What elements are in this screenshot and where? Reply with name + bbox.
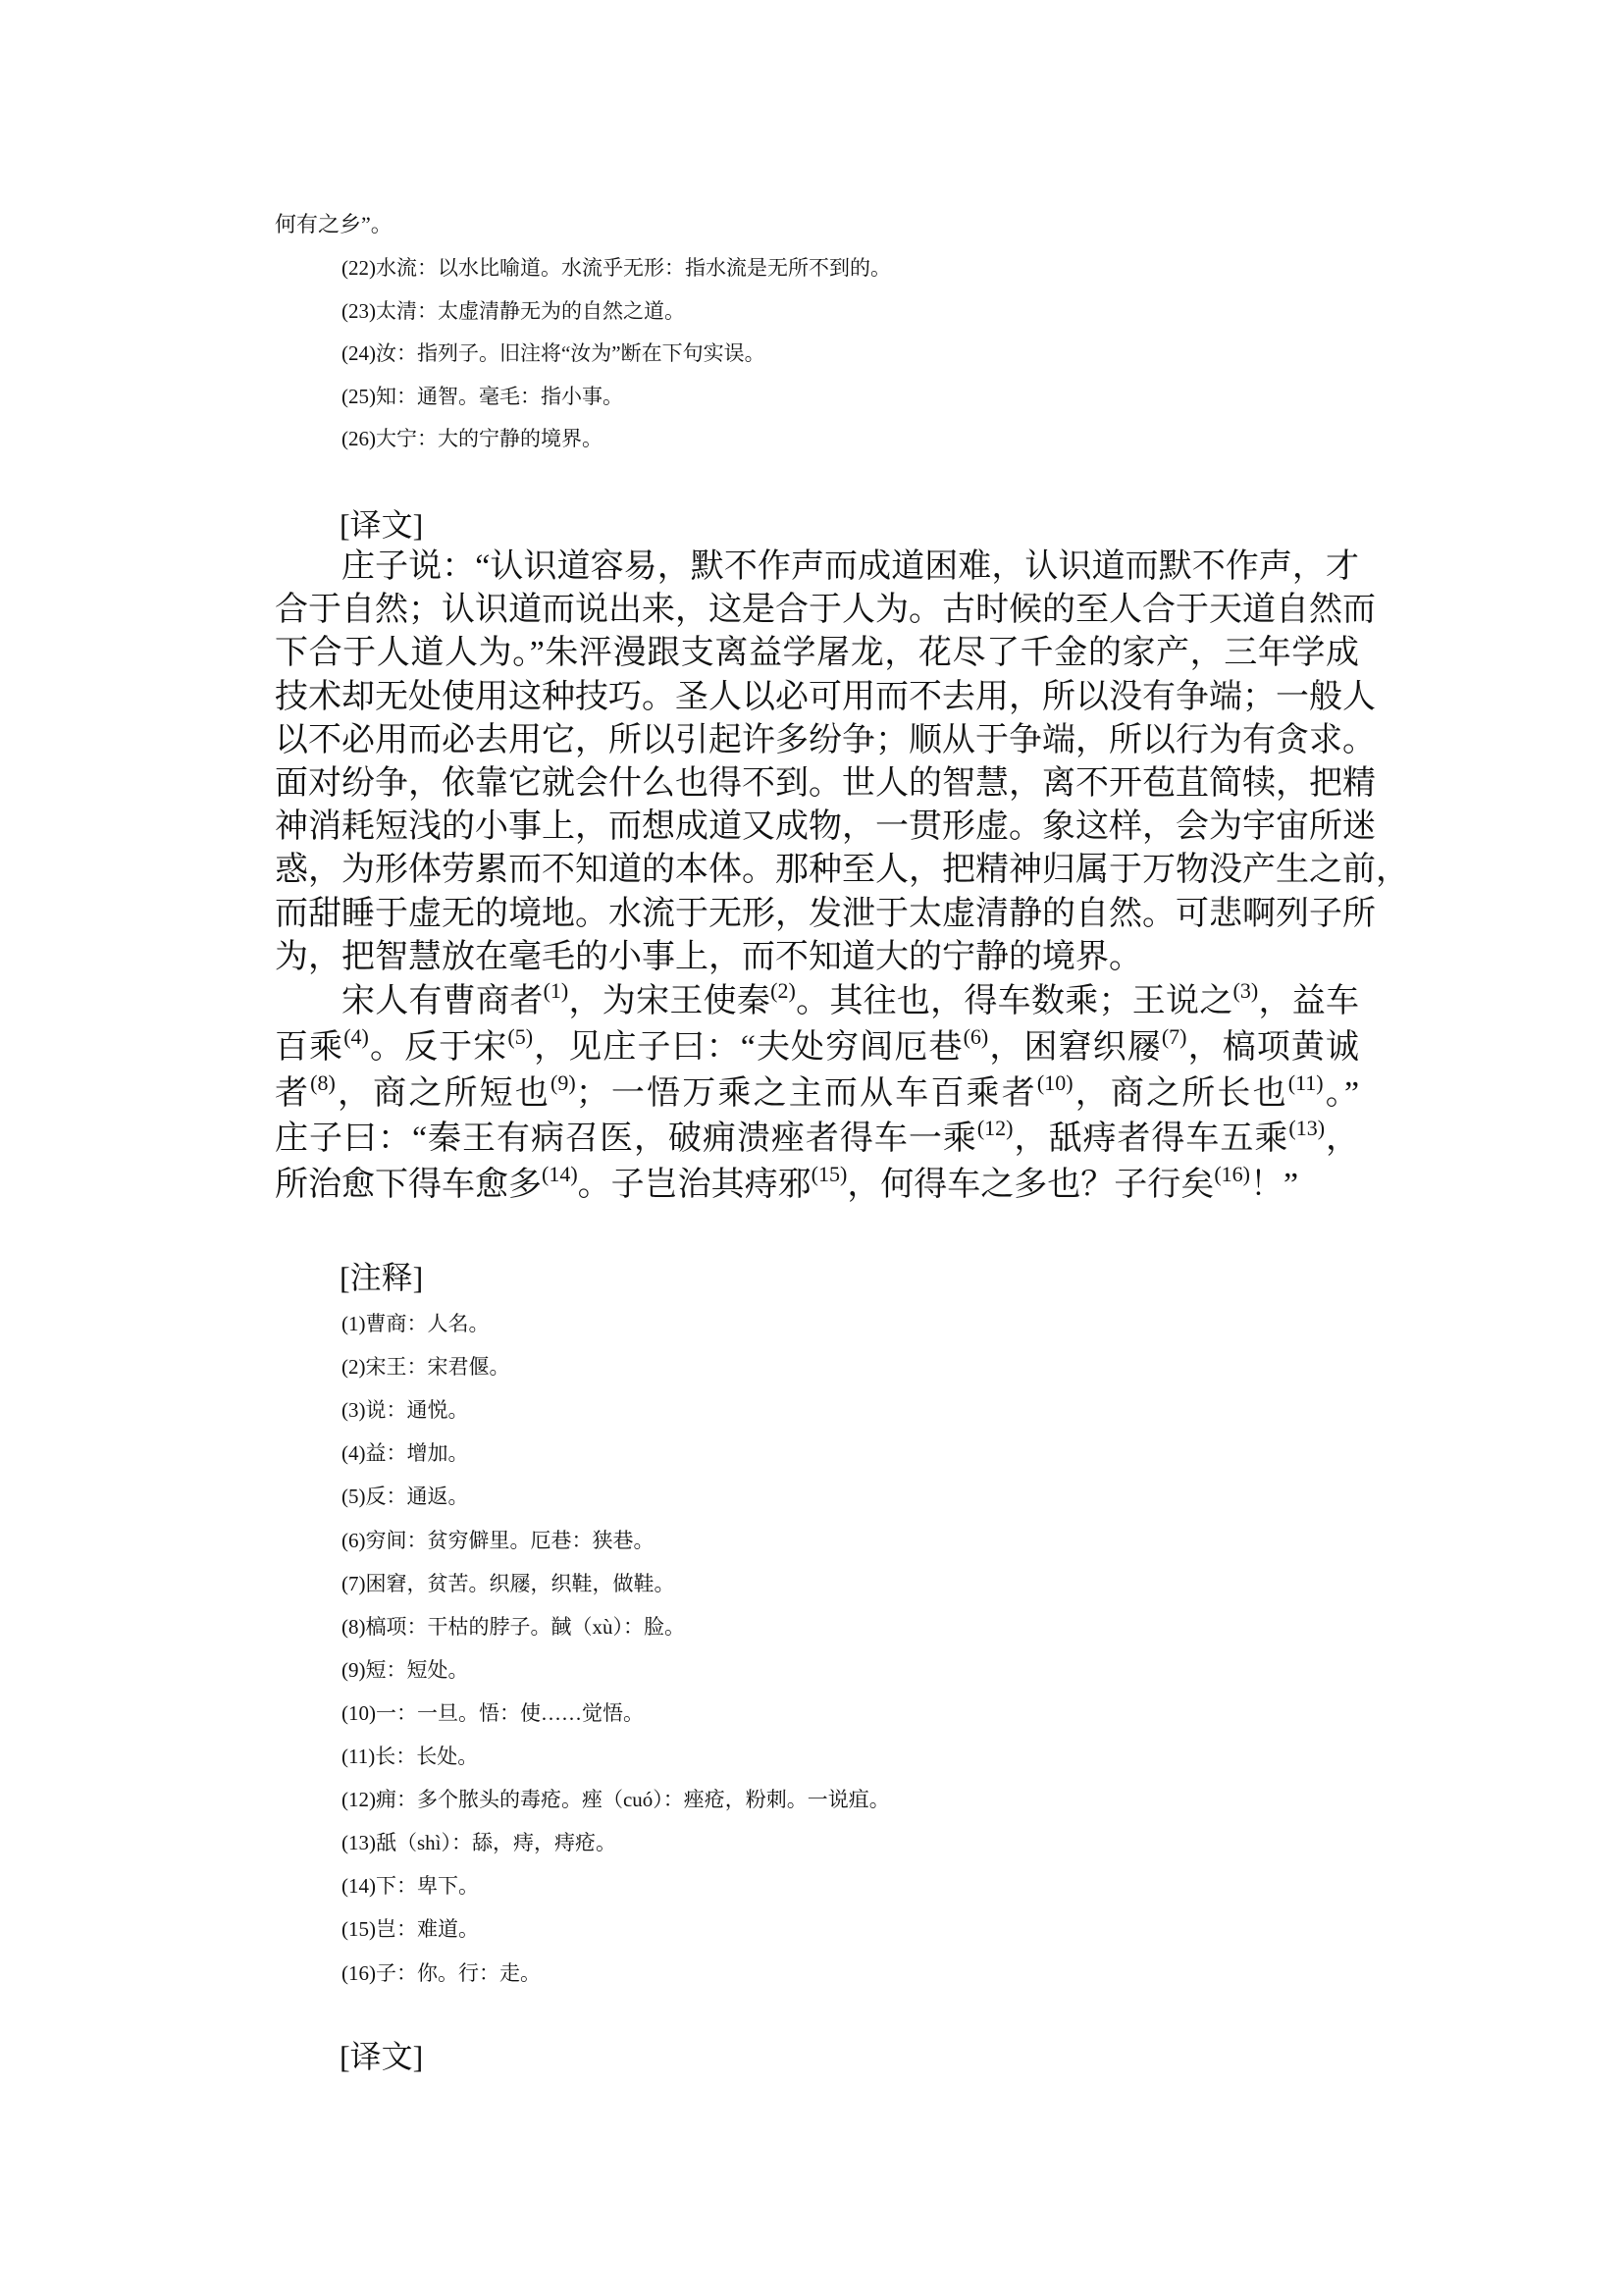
paragraph-line: 而甜睡于虚无的境地。水流于无形，发泄于太虚清静的自然。可悲啊列子所	[275, 895, 1376, 932]
text-run: 庄子曰：“秦王有病召医，破痈溃痤者得车一乘	[275, 1121, 977, 1158]
paragraph-line: 为，把智慧放在毫毛的小事上，而不知道大的宁静的境界。	[275, 938, 1142, 975]
note-item: (16)子：你。行：走。	[341, 1960, 541, 1985]
paragraph-line: 技术却无处使用这种技巧。圣人以必可用而不去用，所以没有争端；一般人	[275, 678, 1376, 715]
footnote-ref: (6)	[963, 1023, 989, 1049]
note-item: (25)知：通智。毫毛：指小事。	[341, 384, 623, 408]
footnote-ref: (3)	[1232, 978, 1259, 1003]
footnote-ref: (16)	[1214, 1162, 1250, 1187]
paragraph-line: 合于自然；认识道而说出来，这是合于人为。古时候的至人合于天道自然而	[275, 592, 1376, 629]
paragraph-line: 惑，为形体劳累而不知道的本体。那种至人，把精神归属于万物没产生之前，	[275, 852, 1409, 889]
paragraph-line	[275, 1023, 1360, 1069]
text-run: 。其往也，得车数乘；王说之	[795, 983, 1233, 1019]
footnote-ref: (11)	[1287, 1069, 1324, 1095]
text-run: 所治愈下得车愈多	[275, 1167, 542, 1204]
text-run: ，何得车之多也？子行矣	[847, 1167, 1215, 1204]
paragraph-line	[275, 980, 1359, 1023]
note-item: (10)一：一旦。悟：使……觉悟。	[341, 1700, 644, 1725]
footnote-ref: (4)	[343, 1023, 369, 1049]
note-item: (11)长：长处。	[341, 1745, 479, 1768]
footnote-ref: (13)	[1288, 1116, 1326, 1141]
text-run: 。反于宋	[368, 1028, 508, 1066]
note-item: (3)说：通悦。	[341, 1398, 469, 1423]
paragraph-line: 神消耗短浅的小事上，而想成道又成物，一贯形虚。象这样，会为宇宙所迷	[275, 808, 1376, 846]
note-item: (26)大宁：大的宁静的境界。	[341, 427, 602, 451]
text-run: ！”	[1249, 1167, 1299, 1204]
section-heading-notes: [注释]	[340, 1260, 424, 1295]
text-run: 宋人有曹商者	[341, 983, 544, 1019]
paragraph-line: 庄子说：“认识道容易，默不作声而成道困难，认识道而默不作声，才	[341, 548, 1359, 585]
text-run: ；一悟万乘之主而从车百乘者	[575, 1074, 1037, 1112]
note-item: (1)曹商：人名。	[341, 1312, 490, 1335]
footnote-ref: (1)	[543, 978, 569, 1003]
paragraph-line	[275, 1118, 1359, 1161]
note-item: (2)宋王：宋君偃。	[341, 1355, 510, 1380]
paragraph-line: 下合于人道人为。”朱泙漫跟支离益学屠龙，花尽了千金的家产，三年学成	[275, 635, 1359, 672]
section-heading-translation-2: [译文]	[340, 2039, 424, 2074]
note-item: (4)益：增加。	[341, 1441, 469, 1466]
text-run: 百乘	[275, 1028, 344, 1066]
note-item: (23)太清：太虚清静无为的自然之道。	[341, 298, 685, 323]
footnote-ref: (5)	[507, 1023, 534, 1049]
section-heading-translation: [译文]	[340, 507, 424, 543]
text-run: ，舐痔者得车五乘	[1013, 1121, 1289, 1158]
footnote-ref: (14)	[542, 1162, 578, 1187]
paragraph-line: 面对纷争，依靠它就会什么也得不到。世人的智慧，离不开苞苴简犊，把精	[275, 765, 1376, 802]
text-run: 。子岂治其痔邪	[577, 1167, 812, 1204]
note-item: (22)水流：以水比喻道。水流乎无形：指水流是无所不到的。	[341, 256, 891, 280]
note-item: (14)下：卑下。	[341, 1874, 479, 1899]
footnote-ref: (15)	[811, 1162, 848, 1187]
text-run: ，困窘织屦	[988, 1028, 1162, 1066]
footnote-ref: (2)	[770, 978, 796, 1003]
note-item: (6)穷间：贫穷僻里。厄巷：狭巷。	[341, 1528, 655, 1552]
text-run: ，商之所短也	[335, 1074, 551, 1112]
text-run: ，益车	[1258, 983, 1360, 1019]
text-run: 。”	[1323, 1074, 1360, 1112]
paragraph-line: 以不必用而必去用它，所以引起许多纷争；顺从于争端，所以行为有贪求。	[275, 721, 1376, 758]
note-item: (9)短：短处。	[341, 1657, 469, 1682]
note-item: (8)槁项：干枯的脖子。馘（xù）：脸。	[341, 1614, 685, 1639]
footnote-ref: (9)	[550, 1069, 576, 1095]
text-run: ，槁项黄诚	[1186, 1028, 1360, 1066]
paragraph-line	[275, 1069, 1360, 1116]
continuation-line: 何有之乡”。	[275, 212, 393, 236]
note-item: (24)汝：指列子。旧注将“汝为”断在下句实误。	[341, 341, 765, 366]
paragraph-line	[275, 1164, 1359, 1207]
text-run: ，为宋王使秦	[568, 983, 771, 1019]
footnote-ref: (12)	[976, 1116, 1014, 1141]
text-run: 者	[275, 1074, 311, 1112]
note-item: (13)舐（shì）：舔，痔，痔疮。	[341, 1831, 616, 1855]
note-item: (5)反：通返。	[341, 1485, 469, 1509]
note-item: (7)困窘，贫苦。织屦，织鞋，做鞋。	[341, 1571, 675, 1595]
footnote-ref: (8)	[310, 1069, 336, 1095]
text-run: ，	[1325, 1121, 1360, 1158]
text-run: ，见庄子曰：“夫处穷闾厄巷	[533, 1028, 964, 1066]
footnote-ref: (10)	[1036, 1069, 1074, 1095]
text-run: ，商之所长也	[1073, 1074, 1288, 1112]
footnote-ref: (7)	[1161, 1023, 1187, 1049]
note-item: (12)痈：多个脓头的毒疮。痤（cuó）：痤疮，粉刺。一说疽。	[341, 1788, 890, 1812]
note-item: (15)岂：难道。	[341, 1917, 479, 1942]
